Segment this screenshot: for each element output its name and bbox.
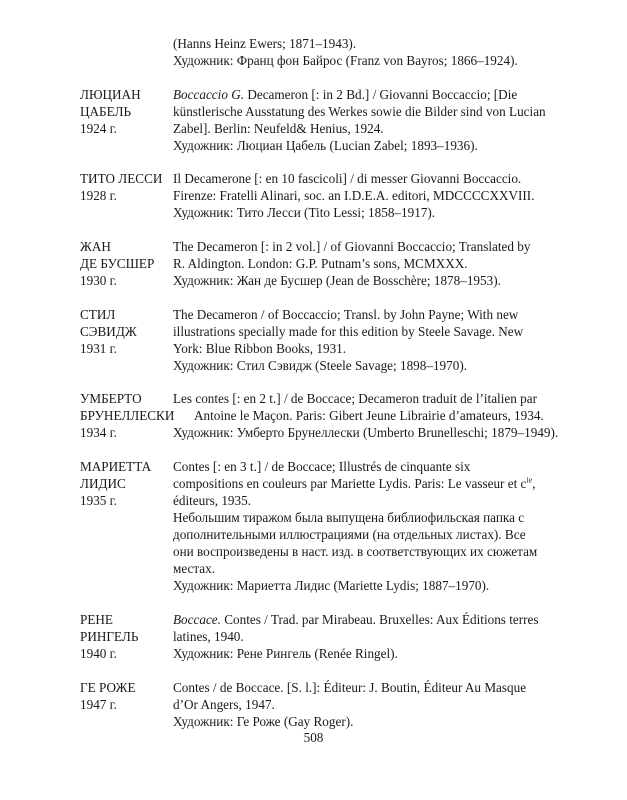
entry-line: The Decameron / of Boccaccio; Transl. by John Payne; With new — [173, 307, 519, 322]
artist-year: 1924 г. — [80, 121, 117, 136]
superscript: ie — [526, 475, 533, 485]
author-italic: Boccace. — [173, 612, 221, 627]
entry-line: Firenze: Fratelli Alinari, soc. an I.D.E.A. editori, MDCCCCXXVIII. — [173, 188, 535, 203]
artist-name: МАРИЕТТА — [80, 459, 152, 474]
entry-line: Boccaccio G. Decameron [: in 2 Bd.] / Giovanni Boccaccio; [Die — [173, 87, 518, 102]
entry-line: illustrations specially made for this edition by Steele Savage. New — [173, 324, 524, 339]
artist-name: БРУНЕЛЛЕСКИ — [80, 408, 175, 423]
entry-line: d’Or Angers, 1947. — [173, 697, 275, 712]
entry-note-line: местах. — [173, 561, 216, 576]
entry-artist-line: Художник: Умберто Брунеллески (Umberto Brunelleschi; 1879–1949). — [173, 425, 559, 440]
entry-line: Il Decamerone [: en 10 fascicoli] / di messer Giovanni Boccaccio. — [173, 171, 522, 186]
artist-name: ЛИДИС — [80, 476, 126, 491]
entry-line: Contes [: en 3 t.] / de Boccace; Illustrés de cinquante six — [173, 459, 471, 474]
entry-note-line: они воспроизведены в наст. изд. в соответствующих их сюжетам — [173, 544, 538, 559]
artist-year: 1930 г. — [80, 273, 117, 288]
artist-year: 1935 г. — [80, 493, 117, 508]
artist-name: РИНГЕЛЬ — [80, 629, 139, 644]
page-number: 508 — [303, 730, 324, 745]
artist-year: 1947 г. — [80, 697, 117, 712]
entry-artist-line: Художник: Ге Роже (Gay Roger). — [173, 714, 354, 729]
entry-line: Les contes [: en 2 t.] / de Boccace; Decameron traduit de l’italien par — [173, 391, 537, 406]
artist-name: СТИЛ — [80, 307, 116, 322]
author-italic: Boccaccio G. — [173, 87, 245, 102]
continuation-artist-line: Художник: Франц фон Байрос (Franz von Bayros; 1866–1924). — [173, 53, 518, 68]
entry-note-line: Небольшим тиражом была выпущена библиофильская папка с — [173, 510, 525, 525]
entry-line: Contes / de Boccace. [S. l.]: Éditeur: J. Boutin, Éditeur Au Masque — [173, 680, 527, 695]
artist-year: 1928 г. — [80, 188, 117, 203]
artist-name: УМБЕРТО — [80, 391, 142, 406]
artist-name: ДЕ БУСШЕР — [80, 256, 155, 271]
artist-name: РЕНЕ — [80, 612, 113, 627]
entry-line: éditeurs, 1935. — [173, 493, 252, 508]
entry-line: York: Blue Ribbon Books, 1931. — [173, 341, 347, 356]
entry-line: The Decameron [: in 2 vol.] / of Giovanni Boccaccio; Translated by — [173, 239, 531, 254]
entry-line: latines, 1940. — [173, 629, 244, 644]
entry-artist-line: Художник: Мариетта Лидис (Mariette Lydis; 1887–1970). — [173, 578, 490, 593]
artist-name: СЭВИДЖ — [80, 324, 137, 339]
entry-line: Zabel]. Berlin: Neufeld& Henius, 1924. — [173, 121, 384, 136]
entry-line: R. Aldington. London: G.P. Putnam’s sons, MCMXXX. — [173, 256, 468, 271]
entry-artist-line: Художник: Рене Рингель (Renée Ringel). — [173, 646, 398, 661]
artist-name: ЛЮЦИАН — [80, 87, 141, 102]
artist-name: ЦАБЕЛЬ — [80, 104, 132, 119]
continuation-line: (Hanns Heinz Ewers; 1871–1943). — [173, 36, 357, 51]
entry-artist-line: Художник: Тито Лесси (Tito Lessi; 1858–1917). — [173, 205, 436, 220]
entry-artist-line: Художник: Стил Сэвидж (Steele Savage; 1898–1970). — [173, 358, 468, 373]
artist-year: 1934 г. — [80, 425, 117, 440]
artist-year: 1940 г. — [80, 646, 117, 661]
artist-name: ТИТО ЛЕССИ — [80, 171, 163, 186]
artist-year: 1931 г. — [80, 341, 117, 356]
entry-line: compositions en couleurs par Mariette Lydis. Paris: Le vasseur et $c^{ie}$, — [173, 475, 536, 491]
entry-line: Antoine le Maçon. Paris: Gibert Jeune Librairie d’amateurs, 1934. — [194, 408, 544, 423]
entry-artist-line: Художник: Люциан Цабель (Lucian Zabel; 1893–1936). — [173, 138, 478, 153]
entry-note-line: дополнительными иллюстрациями (на отдельных листах). Все — [173, 527, 526, 542]
entry-line: künstlerische Ausstatung des Werkes sowie die Bilder sind von Lucian — [173, 104, 546, 119]
entry-artist-line: Художник: Жан де Бусшер (Jean de Bosschère; 1878–1953). — [173, 273, 501, 288]
artist-name: ГЕ РОЖЕ — [80, 680, 136, 695]
artist-name: ЖАН — [80, 239, 111, 254]
entry-line: Boccace. Contes / Trad. par Mirabeau. Bruxelles: Aux Éditions terres — [173, 612, 539, 627]
